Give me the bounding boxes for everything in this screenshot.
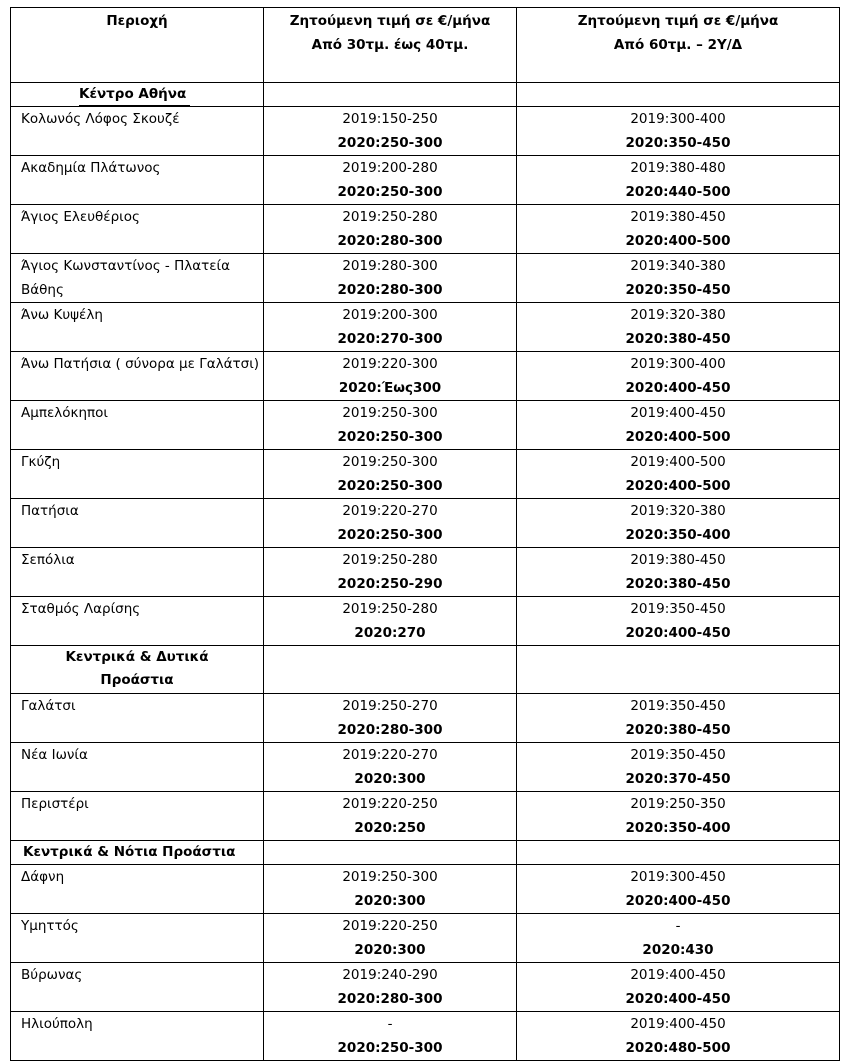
small-flat-price-2019: 2019:250-300 [342, 869, 438, 885]
area-name: Βύρωνας [11, 963, 264, 1012]
table-body [11, 83, 840, 1061]
large-flat-price-cell [517, 303, 840, 352]
small-flat-price-2020: 2020:280-300 [337, 991, 443, 1007]
large-flat-price-2019: 2019:400-450 [630, 405, 726, 421]
table-row [11, 352, 840, 401]
large-flat-price-cell [517, 694, 840, 743]
section-empty-cell [264, 83, 517, 107]
header-small-flat [264, 8, 517, 83]
small-flat-price-2020: 2020:250-300 [337, 184, 443, 200]
small-flat-price-2019: 2019:250-280 [342, 601, 438, 617]
small-flat-price-cell [264, 1012, 517, 1061]
large-flat-price-2020: 2020:350-400 [625, 527, 731, 543]
header-small-line2: Από 30τμ. έως 40τμ. [311, 37, 469, 53]
area-name: Άγιος Κωνσταντίνος - Πλατεία Βάθης [11, 254, 264, 303]
small-flat-price-cell [264, 401, 517, 450]
large-flat-price-cell [517, 548, 840, 597]
table-row [11, 914, 840, 963]
small-flat-price-2019: 2019:150-250 [342, 111, 438, 127]
header-large-flat [517, 8, 840, 83]
area-name: Σεπόλια [11, 548, 264, 597]
header-large-line2: Από 60τμ. – 2Υ/Δ [613, 37, 743, 53]
section-empty-cell [264, 646, 517, 694]
section-row [11, 83, 840, 107]
large-flat-price-2019: 2019:250-350 [630, 796, 726, 812]
small-flat-price-2019: 2019:250-300 [342, 454, 438, 470]
large-flat-price-cell [517, 450, 840, 499]
area-name: Άνω Κυψέλη [11, 303, 264, 352]
area-name: Γκύζη [11, 450, 264, 499]
table-row [11, 694, 840, 743]
large-flat-price-cell [517, 1012, 840, 1061]
small-flat-price-cell [264, 865, 517, 914]
area-name: Νέα Ιωνία [11, 743, 264, 792]
small-flat-price-cell [264, 352, 517, 401]
header-large-line1: Ζητούμενη τιμή σε €/μήνα [577, 13, 779, 29]
large-flat-price-2020: 2020:400-500 [625, 233, 731, 249]
small-flat-price-cell [264, 597, 517, 646]
small-flat-price-cell [264, 963, 517, 1012]
small-flat-price-2020: 2020:250-300 [337, 527, 443, 543]
section-title: Κέντρο Αθήνα [79, 84, 190, 106]
small-flat-price-cell [264, 914, 517, 963]
header-area [11, 8, 264, 83]
small-flat-price-cell [264, 303, 517, 352]
large-flat-price-2019: 2019:380-450 [630, 552, 726, 568]
large-flat-price-2019: - [675, 918, 681, 934]
table-row [11, 450, 840, 499]
large-flat-price-cell [517, 352, 840, 401]
small-flat-price-2019: 2019:200-280 [342, 160, 438, 176]
large-flat-price-2020: 2020:400-450 [625, 991, 731, 1007]
table-row [11, 743, 840, 792]
table-row [11, 548, 840, 597]
large-flat-price-2020: 2020:380-450 [625, 722, 731, 738]
small-flat-price-cell [264, 694, 517, 743]
large-flat-price-cell [517, 107, 840, 156]
large-flat-price-2019: 2019:400-450 [630, 967, 726, 983]
section-empty-cell [517, 646, 840, 694]
header-area-label: Περιοχή [106, 13, 168, 29]
small-flat-price-2020: 2020:300 [354, 942, 426, 958]
large-flat-price-cell [517, 743, 840, 792]
small-flat-price-2020: 2020:250 [354, 820, 426, 836]
large-flat-price-2019: 2019:400-450 [630, 1016, 726, 1032]
large-flat-price-2020: 2020:440-500 [625, 184, 731, 200]
large-flat-price-cell [517, 865, 840, 914]
area-name: Άγιος Ελευθέριος [11, 205, 264, 254]
large-flat-price-2020: 2020:430 [642, 942, 714, 958]
small-flat-price-2020: 2020:Έως300 [338, 380, 442, 396]
large-flat-price-2020: 2020:370-450 [625, 771, 731, 787]
large-flat-price-2020: 2020:380-450 [625, 576, 731, 592]
small-flat-price-2020: 2020:270-300 [337, 331, 443, 347]
small-flat-price-cell [264, 792, 517, 841]
small-flat-price-2020: 2020:300 [354, 893, 426, 909]
section-row [11, 646, 840, 694]
small-flat-price-2019: 2019:220-250 [342, 796, 438, 812]
large-flat-price-2019: 2019:320-380 [630, 503, 726, 519]
header-small-line1: Ζητούμενη τιμή σε €/μήνα [289, 13, 491, 29]
table-header-row [11, 8, 840, 83]
section-empty-cell [517, 841, 840, 865]
small-flat-price-2019: - [387, 1016, 393, 1032]
small-flat-price-2020: 2020:250-300 [337, 478, 443, 494]
large-flat-price-2019: 2019:350-450 [630, 698, 726, 714]
small-flat-price-cell [264, 205, 517, 254]
small-flat-price-2019: 2019:250-300 [342, 405, 438, 421]
table-row [11, 254, 840, 303]
large-flat-price-2019: 2019:320-380 [630, 307, 726, 323]
small-flat-price-2019: 2019:280-300 [342, 258, 438, 274]
small-flat-price-2019: 2019:220-270 [342, 503, 438, 519]
area-name: Δάφνη [11, 865, 264, 914]
table-row [11, 597, 840, 646]
area-name: Σταθμός Λαρίσης [11, 597, 264, 646]
table-row [11, 499, 840, 548]
large-flat-price-2019: 2019:380-480 [630, 160, 726, 176]
small-flat-price-2020: 2020:280-300 [337, 282, 443, 298]
table-row [11, 205, 840, 254]
section-row [11, 841, 840, 865]
small-flat-price-2019: 2019:220-300 [342, 356, 438, 372]
large-flat-price-2019: 2019:340-380 [630, 258, 726, 274]
small-flat-price-2020: 2020:250-300 [337, 1040, 443, 1056]
table-row [11, 792, 840, 841]
table-row [11, 107, 840, 156]
small-flat-price-2019: 2019:250-280 [342, 209, 438, 225]
small-flat-price-cell [264, 156, 517, 205]
section-title: Κεντρικά & Δυτικά Προάστια [65, 649, 209, 688]
large-flat-price-2020: 2020:400-450 [625, 893, 731, 909]
large-flat-price-2019: 2019:350-450 [630, 601, 726, 617]
large-flat-price-2020: 2020:400-450 [625, 380, 731, 396]
large-flat-price-2019: 2019:380-450 [630, 209, 726, 225]
large-flat-price-cell [517, 792, 840, 841]
area-name: Αμπελόκηποι [11, 401, 264, 450]
small-flat-price-cell [264, 499, 517, 548]
table-row [11, 963, 840, 1012]
large-flat-price-2019: 2019:300-400 [630, 111, 726, 127]
section-title-cell [11, 841, 264, 865]
large-flat-price-2020: 2020:400-500 [625, 429, 731, 445]
section-title-cell [11, 83, 264, 107]
small-flat-price-2019: 2019:200-300 [342, 307, 438, 323]
section-title-cell [11, 646, 264, 694]
large-flat-price-cell [517, 914, 840, 963]
small-flat-price-2020: 2020:250-300 [337, 429, 443, 445]
large-flat-price-2020: 2020:350-400 [625, 820, 731, 836]
large-flat-price-2019: 2019:350-450 [630, 747, 726, 763]
large-flat-price-2019: 2019:300-450 [630, 869, 726, 885]
small-flat-price-cell [264, 254, 517, 303]
large-flat-price-2020: 2020:480-500 [625, 1040, 731, 1056]
small-flat-price-2019: 2019:250-270 [342, 698, 438, 714]
large-flat-price-cell [517, 597, 840, 646]
small-flat-price-2019: 2019:220-250 [342, 918, 438, 934]
table-row [11, 156, 840, 205]
large-flat-price-2019: 2019:300-400 [630, 356, 726, 372]
table-row [11, 865, 840, 914]
area-name: Υμηττός [11, 914, 264, 963]
small-flat-price-2020: 2020:280-300 [337, 233, 443, 249]
small-flat-price-2020: 2020:280-300 [337, 722, 443, 738]
large-flat-price-2020: 2020:350-450 [625, 282, 731, 298]
area-name: Κολωνός Λόφος Σκουζέ [11, 107, 264, 156]
small-flat-price-cell [264, 548, 517, 597]
small-flat-price-cell [264, 743, 517, 792]
area-name: Περιστέρι [11, 792, 264, 841]
large-flat-price-cell [517, 963, 840, 1012]
area-name: Γαλάτσι [11, 694, 264, 743]
small-flat-price-2020: 2020:300 [354, 771, 426, 787]
small-flat-price-2020: 2020:270 [354, 625, 426, 641]
small-flat-price-2019: 2019:220-270 [342, 747, 438, 763]
small-flat-price-cell [264, 107, 517, 156]
table-row [11, 401, 840, 450]
large-flat-price-2020: 2020:400-450 [625, 625, 731, 641]
large-flat-price-2020: 2020:350-450 [625, 135, 731, 151]
small-flat-price-2019: 2019:250-280 [342, 552, 438, 568]
area-name: Άνω Πατήσια ( σύνορα με Γαλάτσι) [11, 352, 264, 401]
large-flat-price-cell [517, 499, 840, 548]
small-flat-price-2019: 2019:240-290 [342, 967, 438, 983]
small-flat-price-2020: 2020:250-300 [337, 135, 443, 151]
table-row [11, 303, 840, 352]
rent-price-table [10, 7, 840, 1061]
section-title: Κεντρικά & Νότια Προάστια [23, 844, 236, 860]
large-flat-price-cell [517, 156, 840, 205]
section-empty-cell [517, 83, 840, 107]
large-flat-price-2019: 2019:400-500 [630, 454, 726, 470]
small-flat-price-cell [264, 450, 517, 499]
small-flat-price-2020: 2020:250-290 [337, 576, 443, 592]
table-row [11, 1012, 840, 1061]
large-flat-price-cell [517, 254, 840, 303]
area-name: Ηλιούπολη [11, 1012, 264, 1061]
area-name: Ακαδημία Πλάτωνος [11, 156, 264, 205]
large-flat-price-2020: 2020:380-450 [625, 331, 731, 347]
large-flat-price-cell [517, 205, 840, 254]
area-name: Πατήσια [11, 499, 264, 548]
large-flat-price-2020: 2020:400-500 [625, 478, 731, 494]
large-flat-price-cell [517, 401, 840, 450]
section-empty-cell [264, 841, 517, 865]
